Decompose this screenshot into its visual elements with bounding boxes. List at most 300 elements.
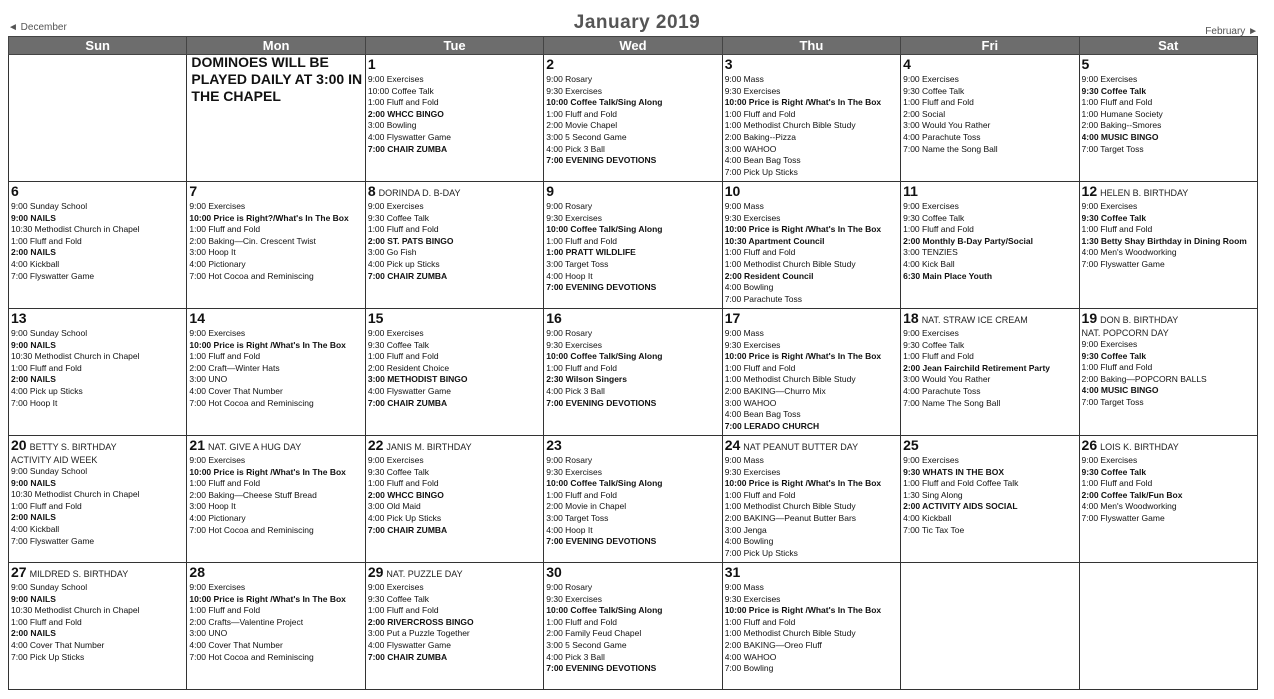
event-item: 1:00 Fluff and Fold xyxy=(189,605,261,616)
event-item: 7:00 Target Toss xyxy=(1081,143,1144,154)
event-item: 7:00 Pick Up Sticks xyxy=(724,547,798,558)
event-item: 9:30 Exercises xyxy=(546,593,603,604)
day-number: 21 xyxy=(189,437,205,453)
event-item: 4:00 Flyswatter Game xyxy=(367,131,451,142)
day-number: 5 xyxy=(1081,56,1090,72)
event-item: 10:30 Methodist Church in Chapel xyxy=(11,351,140,362)
event-item: 7:00 Parachute Toss xyxy=(724,293,803,304)
event-item: 9:30 Coffee Talk xyxy=(903,85,965,96)
event-item: 9:00 NAILS xyxy=(11,212,56,223)
day-header xyxy=(725,183,898,201)
weekday-thu: Thu xyxy=(722,37,900,55)
day-note: JANIS M. BIRTHDAY xyxy=(386,442,472,452)
event-item: 10:00 Price is Right /What's In The Box xyxy=(189,593,346,604)
day-cell xyxy=(722,309,900,436)
day-cell xyxy=(187,309,365,436)
event-item: 4:00 Cover That Number xyxy=(11,639,105,650)
day-cell xyxy=(9,436,187,563)
day-number: 13 xyxy=(11,310,27,326)
event-item: 7:00 Target Toss xyxy=(1081,396,1144,407)
event-item: 2:00 WHCC BINGO xyxy=(367,108,444,119)
day-cell xyxy=(187,436,365,563)
weekday-wed: Wed xyxy=(544,37,722,55)
day-header xyxy=(903,437,1076,455)
day-note: LOIS K. BIRTHDAY xyxy=(1100,442,1179,452)
event-item: 9:00 Rosary xyxy=(546,74,593,84)
event-item: 9:00 Sunday School xyxy=(11,582,88,592)
event-item: 1:00 Humane Society xyxy=(1081,108,1163,119)
event-item: 4:00 MUSIC BINGO xyxy=(1081,131,1159,142)
event-item: 7:00 Bowling xyxy=(724,663,774,674)
day-header xyxy=(725,310,898,328)
event-item: 4:00 Flyswatter Game xyxy=(367,639,451,650)
weekday-tue: Tue xyxy=(365,37,543,55)
event-item: 9:00 Sunday School xyxy=(11,466,88,476)
event-item: 7:00 EVENING DEVOTIONS xyxy=(546,155,657,166)
event-item: 4:00 Pick 3 Ball xyxy=(546,143,605,154)
event-item: 2:00 Baking--Pizza xyxy=(724,131,797,142)
day-cell xyxy=(365,309,543,436)
day-header xyxy=(725,564,898,582)
event-item: 10:30 Methodist Church in Chapel xyxy=(11,489,140,500)
day-number: 10 xyxy=(724,183,741,199)
event-item: 7:00 CHAIR ZUMBA xyxy=(367,397,448,408)
event-item: 9:00 Rosary xyxy=(546,582,593,592)
day-cell xyxy=(722,563,900,690)
event-item: 2:00 RIVERCROSS BINGO xyxy=(367,616,474,627)
event-item: 7:00 EVENING DEVOTIONS xyxy=(546,397,657,408)
event-item: 4:00 Pick Up Sticks xyxy=(367,512,442,523)
day-header xyxy=(368,56,541,74)
event-item: 9:00 NAILS xyxy=(11,477,56,488)
event-item: 1:00 Fluff and Fold xyxy=(1081,224,1153,235)
event-item: 4:00 Cover That Number xyxy=(189,385,283,396)
day-number: 30 xyxy=(546,564,562,580)
day-cell xyxy=(544,182,722,309)
event-item: 4:00 Parachute Toss xyxy=(903,131,981,142)
day-cell xyxy=(544,309,722,436)
event-item: 1:00 Fluff and Fold xyxy=(546,489,617,500)
event-item: 2:00 Monthly B-Day Party/Social xyxy=(903,235,1034,246)
event-item: 10:00 Coffee Talk/Sing Along xyxy=(546,351,663,362)
event-item: 7:00 CHAIR ZUMBA xyxy=(367,651,448,662)
event-item: 3:00 Old Maid xyxy=(367,501,421,512)
event-item: 9:00 Exercises xyxy=(189,201,246,211)
event-item: 9:00 NAILS xyxy=(11,593,56,604)
event-item: 9:00 Rosary xyxy=(546,328,593,338)
event-item: 1:00 Methodist Church Bible Study xyxy=(724,628,856,639)
day-number: 31 xyxy=(724,564,741,580)
event-item: 7:00 Pick Up Sticks xyxy=(11,651,85,662)
event-item: 4:00 Kick Ball xyxy=(903,258,955,269)
day-number: 19 xyxy=(1081,310,1098,326)
event-item: 4:00 Pick 3 Ball xyxy=(546,385,605,396)
event-item: 1:00 Fluff and Fold xyxy=(1081,362,1153,373)
day-header xyxy=(368,310,541,328)
event-item: 1:00 Fluff and Fold xyxy=(367,97,439,108)
day-cell xyxy=(1079,309,1257,436)
event-item: 7:00 CHAIR ZUMBA xyxy=(367,143,448,154)
event-item: 3:00 5 Second Game xyxy=(546,131,627,142)
event-item: 9:00 Exercises xyxy=(189,328,246,338)
day-number: 3 xyxy=(724,56,733,72)
event-item: 2:00 Baking--Smores xyxy=(1081,120,1162,131)
day-number: 15 xyxy=(367,310,384,326)
event-item: 7:00 Flyswatter Game xyxy=(11,535,95,546)
event-item: 1:00 Fluff and Fold xyxy=(367,478,439,489)
event-item: 3:00 Bowling xyxy=(367,120,417,131)
day-number: 17 xyxy=(724,310,741,326)
event-item: 1:00 Fluff and Fold xyxy=(724,108,796,119)
day-header xyxy=(1082,437,1255,455)
event-item: 2:00 ST. PATS BINGO xyxy=(367,235,454,246)
week-row xyxy=(9,55,1258,182)
event-item: 4:00 Parachute Toss xyxy=(903,385,981,396)
event-item: 2:00 Coffee Talk/Fun Box xyxy=(1081,489,1183,500)
event-item: 9:00 Mass xyxy=(724,582,764,592)
day-number: 12 xyxy=(1081,183,1098,199)
day-cell xyxy=(722,182,900,309)
event-item: 3:00 5 Second Game xyxy=(546,639,627,650)
event-item: 10:30 Methodist Church in Chapel xyxy=(11,224,140,235)
week-row xyxy=(9,182,1258,309)
event-item: 4:00 Kickball xyxy=(11,258,60,269)
event-item: 7:00 Hot Cocoa and Reminiscing xyxy=(189,270,314,281)
event-item: 10:00 Coffee Talk/Sing Along xyxy=(546,97,663,108)
event-item: 10:00 Price is Right /What's In The Box xyxy=(189,466,346,477)
event-item: 4:00 Bean Bag Toss xyxy=(724,155,801,166)
event-item: 9:30 Coffee Talk xyxy=(903,212,965,223)
day-cell xyxy=(365,436,543,563)
event-item: 2:00 Baking—POPCORN BALLS xyxy=(1081,373,1207,384)
day-number: 25 xyxy=(903,437,919,453)
event-item: 9:30 Coffee Talk xyxy=(367,339,429,350)
event-item: 7:00 Flyswatter Game xyxy=(11,270,95,281)
day-number: 18 xyxy=(903,310,919,326)
weekday-sun: Sun xyxy=(9,37,187,55)
event-item: 9:00 Rosary xyxy=(546,455,593,465)
event-item: 9:00 Sunday School xyxy=(11,201,88,211)
event-item: 2:00 Baking—Cin. Crescent Twist xyxy=(189,235,316,246)
event-item: 1:00 Fluff and Fold xyxy=(546,108,617,119)
event-item: 4:00 Bowling xyxy=(724,536,774,547)
week-row xyxy=(9,309,1258,436)
event-item: 10:00 Coffee Talk/Sing Along xyxy=(546,605,663,616)
day-note-secondary: NAT. POPCORN DAY xyxy=(1081,328,1169,338)
event-item: 3:00 Go Fish xyxy=(367,247,417,258)
event-item: 7:00 CHAIR ZUMBA xyxy=(367,524,448,535)
weekday-fri: Fri xyxy=(901,37,1079,55)
day-header xyxy=(368,437,541,455)
month-title: January 2019 xyxy=(573,12,701,33)
day-cell xyxy=(9,309,187,436)
day-header xyxy=(546,310,719,328)
event-item: 1:00 Fluff and Fold xyxy=(724,247,796,258)
day-header xyxy=(189,183,362,201)
event-item: 7:00 Name the Song Ball xyxy=(903,143,998,154)
day-cell xyxy=(544,436,722,563)
event-item: 4:00 Bowling xyxy=(724,282,774,293)
day-cell xyxy=(187,182,365,309)
event-item: 3:00 Hoop It xyxy=(189,501,236,512)
event-item: 9:30 Coffee Talk xyxy=(1081,350,1147,361)
event-item: 9:00 Exercises xyxy=(903,328,959,338)
event-item: 7:00 CHAIR ZUMBA xyxy=(367,270,448,281)
event-item: 7:00 Flyswatter Game xyxy=(1081,258,1165,269)
event-item: 9:30 Exercises xyxy=(546,339,603,350)
event-item: 9:00 Mass xyxy=(724,328,764,338)
event-item: 9:00 Mass xyxy=(724,74,764,84)
event-item: 3:00 Target Toss xyxy=(546,258,609,269)
event-item: 9:30 Exercises xyxy=(724,466,781,477)
event-item: 4:00 Bean Bag Toss xyxy=(724,409,801,420)
event-item: 1:00 Fluff and Fold xyxy=(546,235,617,246)
day-cell xyxy=(187,563,365,690)
event-item: 1:00 Fluff and Fold xyxy=(546,362,617,373)
event-item: 10:00 Coffee Talk xyxy=(367,85,434,96)
event-item: 2:00 Resident Choice xyxy=(367,362,450,373)
event-item: 1:00 Fluff and Fold xyxy=(724,489,796,500)
event-item: 1:00 Fluff and Fold xyxy=(903,97,974,108)
event-item: 3:00 WAHOO xyxy=(724,143,777,154)
day-number: 8 xyxy=(367,183,376,199)
event-item: 1:00 Methodist Church Bible Study xyxy=(724,501,856,512)
event-item: 2:00 Social xyxy=(903,108,946,119)
day-number: 2 xyxy=(546,56,555,72)
event-item: 1:00 Fluff and Fold xyxy=(903,351,974,362)
event-item: 1:00 Fluff and Fold xyxy=(11,500,82,511)
day-cell xyxy=(544,563,722,690)
event-item: 4:00 Hoop It xyxy=(546,270,593,281)
day-header xyxy=(1082,56,1255,74)
day-number: 16 xyxy=(546,310,562,326)
day-note: NAT. PUZZLE DAY xyxy=(386,569,463,579)
day-number: 28 xyxy=(189,564,205,580)
event-item: 1:00 Fluff and Fold xyxy=(724,362,796,373)
day-header xyxy=(189,310,362,328)
day-number: 6 xyxy=(11,183,19,199)
event-item: 9:30 Exercises xyxy=(546,212,603,223)
event-item: 9:30 Coffee Talk xyxy=(1081,466,1147,477)
event-item: 2:00 Resident Council xyxy=(724,270,814,281)
calendar-grid xyxy=(8,36,1258,690)
event-item: 2:00 Craft—Winter Hats xyxy=(189,362,280,373)
event-item: 1:00 Fluff and Fold xyxy=(11,362,82,373)
event-item: 9:30 Coffee Talk xyxy=(903,339,965,350)
day-header xyxy=(11,564,184,582)
event-item: 4:00 Pictionary xyxy=(189,512,246,523)
event-item: 2:00 Baking—Cheese Stuff Bread xyxy=(189,489,317,500)
event-item: 3:00 METHODIST BINGO xyxy=(367,374,468,385)
event-item: 9:00 Exercises xyxy=(1081,201,1138,211)
day-header xyxy=(725,56,898,74)
week-row xyxy=(9,563,1258,690)
day-note: DON B. BIRTHDAY xyxy=(1100,315,1179,325)
event-item: 1:00 Fluff and Fold Coffee Talk xyxy=(903,478,1019,489)
day-header xyxy=(11,183,184,201)
event-item: 3:00 UNO xyxy=(189,628,228,639)
empty-day-cell xyxy=(9,55,187,182)
event-item: 2:00 Movie in Chapel xyxy=(546,501,627,512)
day-header xyxy=(1082,310,1255,328)
event-item: 1:00 Fluff and Fold xyxy=(546,616,617,627)
day-header xyxy=(1082,183,1255,201)
event-item: 1:00 Fluff and Fold xyxy=(367,605,439,616)
event-item: 9:00 Sunday School xyxy=(11,328,88,338)
event-item: 9:00 Rosary xyxy=(546,201,593,211)
event-item: 2:00 Movie Chapel xyxy=(546,120,618,131)
event-item: 7:00 LERADO CHURCH xyxy=(724,420,820,431)
empty-day-cell xyxy=(901,563,1079,690)
day-cell xyxy=(9,563,187,690)
event-item: 10:00 Price is Right /What's In The Box xyxy=(724,97,882,108)
event-item: 9:30 Exercises xyxy=(546,466,603,477)
day-number: 14 xyxy=(189,310,205,326)
day-cell xyxy=(722,55,900,182)
day-note-secondary: ACTIVITY AID WEEK xyxy=(11,455,98,465)
event-item: 4:00 Pick 3 Ball xyxy=(546,651,605,662)
event-item: 2:00 BAKING—Peanut Butter Bars xyxy=(724,512,857,523)
event-item: 3:00 Put a Puzzle Together xyxy=(367,628,470,639)
empty-day-cell xyxy=(1079,563,1257,690)
event-item: 4:00 Pick up Sticks xyxy=(367,258,440,269)
event-item: 2:00 ACTIVITY AIDS SOCIAL xyxy=(903,501,1018,512)
day-header xyxy=(368,564,541,582)
event-item: 9:30 WHATS IN THE BOX xyxy=(903,466,1005,477)
event-item: 9:30 Exercises xyxy=(724,593,781,604)
event-item: 9:30 Exercises xyxy=(546,85,603,96)
event-item: 9:00 Exercises xyxy=(367,201,424,211)
day-note: HELEN B. BIRTHDAY xyxy=(1100,188,1189,198)
day-header xyxy=(903,183,1076,201)
event-item: 10:00 Price is Right /What's In The Box xyxy=(724,224,882,235)
day-number: 22 xyxy=(367,437,384,453)
day-header xyxy=(546,56,719,74)
event-item: 4:00 Pictionary xyxy=(189,258,246,269)
day-number: 26 xyxy=(1081,437,1098,453)
event-item: 9:30 Coffee Talk xyxy=(367,466,429,477)
event-item: 4:00 Kickball xyxy=(903,512,952,523)
event-item: 2:00 BAKING—Oreo Fluff xyxy=(724,639,822,650)
day-number: 27 xyxy=(11,564,27,580)
event-item: 6:30 Main Place Youth xyxy=(903,270,993,281)
day-header xyxy=(11,310,184,328)
event-item: 9:00 Exercises xyxy=(189,582,246,592)
event-item: 1:30 Sing Along xyxy=(903,489,963,500)
event-item: 1:00 PRATT WILDLIFE xyxy=(546,247,636,258)
day-cell xyxy=(901,436,1079,563)
event-item: 1:00 Fluff and Fold xyxy=(11,235,82,246)
event-item: 1:00 Fluff and Fold xyxy=(367,224,439,235)
day-note: NAT PEANUT BUTTER DAY xyxy=(743,442,859,452)
event-item: 3:00 Would You Rather xyxy=(903,374,991,385)
event-item: 1:00 Methodist Church Bible Study xyxy=(724,374,856,385)
event-item: 4:00 Pick up Sticks xyxy=(11,385,83,396)
event-item: 3:00 Would You Rather xyxy=(903,120,991,131)
day-header xyxy=(546,564,719,582)
event-item: 10:00 Price is Right /What's In The Box xyxy=(724,351,882,362)
event-item: 9:30 Coffee Talk xyxy=(367,593,429,604)
event-item: 3:00 Jenga xyxy=(724,524,767,535)
announcement-text: DOMINOES WILL BE PLAYED DAILY AT 3:00 IN THE CHAPEL xyxy=(191,54,363,104)
event-item: 10:00 Price is Right /What's In The Box xyxy=(724,605,882,616)
prev-month-link[interactable]: ◄ December xyxy=(8,22,67,33)
day-note: NAT. GIVE A HUG DAY xyxy=(208,442,302,452)
event-item: 4:00 Kickball xyxy=(11,523,60,534)
day-header xyxy=(189,564,362,582)
event-item: 9:00 Exercises xyxy=(1081,339,1138,349)
event-item: 7:00 Pick Up Sticks xyxy=(724,166,798,177)
day-number: 24 xyxy=(724,437,741,453)
event-item: 9:00 Exercises xyxy=(189,455,246,465)
event-item: 2:00 NAILS xyxy=(11,247,56,258)
day-cell xyxy=(1079,182,1257,309)
event-item: 9:00 Exercises xyxy=(367,328,424,338)
next-month-link[interactable]: February ► xyxy=(1205,26,1258,37)
weekday-mon: Mon xyxy=(187,37,365,55)
event-item: 2:00 NAILS xyxy=(11,628,56,639)
day-cell xyxy=(1079,55,1257,182)
day-note: MILDRED S. BIRTHDAY xyxy=(29,569,129,579)
event-item: 2:00 NAILS xyxy=(11,512,56,523)
day-note: BETTY S. BIRTHDAY xyxy=(29,442,117,452)
event-item: 9:00 Exercises xyxy=(1081,455,1138,465)
event-item: 1:00 Fluff and Fold xyxy=(189,224,261,235)
event-item: 7:00 Name The Song Ball xyxy=(903,397,1001,408)
event-item: 4:00 Men's Woodworking xyxy=(1081,247,1177,258)
event-item: 10:00 Price is Right /What's In The Box xyxy=(724,478,882,489)
day-header xyxy=(903,310,1076,328)
event-item: 3:00 TENZIES xyxy=(903,247,958,258)
event-item: 10:00 Price is Right /What's In The Box xyxy=(189,339,346,350)
event-item: 9:00 Exercises xyxy=(903,201,959,211)
day-cell xyxy=(365,182,543,309)
event-item: 9:00 Exercises xyxy=(1081,74,1138,84)
day-cell xyxy=(722,436,900,563)
day-header xyxy=(189,437,362,455)
event-item: 7:00 Hot Cocoa and Reminiscing xyxy=(189,397,314,408)
event-item: 7:00 Flyswatter Game xyxy=(1081,512,1165,523)
calendar-header xyxy=(0,0,1274,36)
day-number: 23 xyxy=(546,437,562,453)
event-item: 1:00 Fluff and Fold xyxy=(189,351,261,362)
event-item: 7:00 Hoop It xyxy=(11,397,58,408)
day-note: DORINDA D. B-DAY xyxy=(378,188,461,198)
event-item: 9:30 Exercises xyxy=(724,85,781,96)
event-item: 7:00 EVENING DEVOTIONS xyxy=(546,282,657,293)
event-item: 2:00 NAILS xyxy=(11,374,56,385)
event-item: 4:00 WAHOO xyxy=(724,651,777,662)
day-cell xyxy=(901,55,1079,182)
event-item: 9:00 Exercises xyxy=(367,582,424,592)
event-item: 9:30 Coffee Talk xyxy=(367,212,429,223)
day-cell xyxy=(365,55,543,182)
event-item: 1:00 Fluff and Fold xyxy=(724,616,796,627)
day-cell xyxy=(901,309,1079,436)
event-item: 1:00 Fluff and Fold xyxy=(1081,478,1153,489)
event-item: 1:30 Betty Shay Birthday in Dining Room xyxy=(1081,235,1247,246)
day-header xyxy=(11,437,184,455)
day-cell xyxy=(9,182,187,309)
day-note: NAT. STRAW ICE CREAM xyxy=(921,315,1028,325)
event-item: 2:00 BAKING—Churro Mix xyxy=(724,385,826,396)
event-item: 2:30 Wilson Singers xyxy=(546,374,627,385)
event-item: 3:00 Target Toss xyxy=(546,512,609,523)
event-item: 4:00 MUSIC BINGO xyxy=(1081,385,1159,396)
day-cell xyxy=(901,182,1079,309)
event-item: 10:00 Coffee Talk/Sing Along xyxy=(546,224,663,235)
weekday-header-row xyxy=(9,37,1258,55)
